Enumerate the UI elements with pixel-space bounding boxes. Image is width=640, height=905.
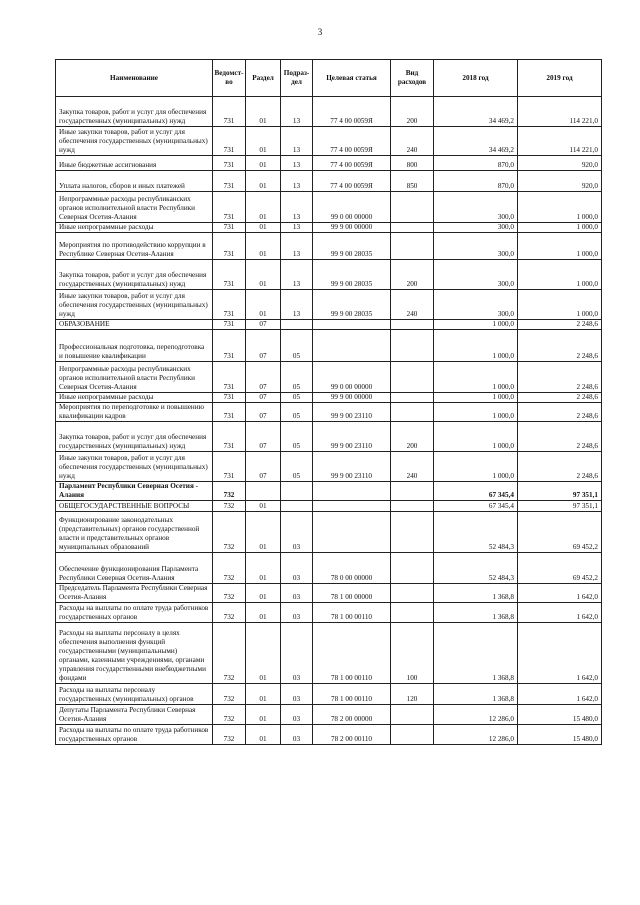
cell-target-article: 78 1 00 00110	[313, 623, 391, 684]
cell-name: Расходы на выплаты персоналу в целях обеспечения выполнения функций государственными (муниципальными) органами, казенными учреждениями, органами управления государственными внебюджетными фондами	[56, 623, 213, 684]
header-target-article: Целевая статья	[313, 60, 391, 97]
cell-vedomstvo: 731	[213, 290, 246, 320]
table-row	[56, 362, 602, 393]
header-name: Наименование	[56, 60, 213, 97]
cell-podrazdel: 03	[281, 553, 313, 584]
cell-podrazdel: 05	[281, 403, 313, 422]
cell-name: Депутаты Парламента Республики Северная Осетия-Алания	[56, 705, 213, 725]
cell-name: Мероприятия по переподготовке и повышению квалификации кадров	[56, 403, 213, 422]
cell-target-article: 99 0 00 00000	[313, 192, 391, 223]
cell-razdel: 01	[246, 223, 281, 233]
cell-vedomstvo: 731	[213, 223, 246, 233]
cell-2018: 12 286,0	[434, 705, 518, 725]
cell-razdel: 01	[246, 260, 281, 290]
cell-podrazdel	[281, 482, 313, 501]
cell-2019: 1 000,0	[518, 192, 602, 223]
cell-razdel: 07	[246, 452, 281, 482]
cell-vedomstvo: 731	[213, 97, 246, 127]
table-row	[56, 403, 602, 422]
cell-expense-type	[391, 403, 434, 422]
cell-2019: 1 642,0	[518, 584, 602, 603]
cell-expense-type	[391, 393, 434, 403]
cell-razdel: 01	[246, 553, 281, 584]
cell-vedomstvo: 731	[213, 260, 246, 290]
table-row	[56, 171, 602, 192]
cell-2019: 920,0	[518, 156, 602, 171]
cell-podrazdel: 13	[281, 171, 313, 192]
cell-2019: 920,0	[518, 171, 602, 192]
table-row	[56, 320, 602, 330]
cell-2018: 1 000,0	[434, 362, 518, 393]
cell-razdel: 01	[246, 290, 281, 320]
cell-2019: 69 452,2	[518, 512, 602, 553]
table-row	[56, 156, 602, 171]
cell-razdel: 07	[246, 403, 281, 422]
cell-razdel: 07	[246, 320, 281, 330]
cell-2019: 69 452,2	[518, 553, 602, 584]
cell-vedomstvo: 731	[213, 233, 246, 260]
cell-razdel: 01	[246, 684, 281, 705]
cell-expense-type	[391, 501, 434, 512]
cell-2019: 97 351,1	[518, 482, 602, 501]
cell-vedomstvo: 732	[213, 705, 246, 725]
cell-target-article: 77 4 00 0059Я	[313, 127, 391, 156]
cell-name: Мероприятия по противодействию коррупции в Республике Северная Осетия-Алания	[56, 233, 213, 260]
cell-razdel: 07	[246, 330, 281, 362]
table-row	[56, 584, 602, 603]
cell-2018: 67 345,4	[434, 482, 518, 501]
cell-expense-type	[391, 223, 434, 233]
cell-target-article: 78 2 00 00110	[313, 725, 391, 745]
cell-vedomstvo: 732	[213, 482, 246, 501]
cell-expense-type	[391, 705, 434, 725]
cell-target-article: 99 9 00 28035	[313, 290, 391, 320]
cell-expense-type	[391, 553, 434, 584]
cell-vedomstvo: 731	[213, 171, 246, 192]
cell-expense-type	[391, 512, 434, 553]
cell-2018: 1 000,0	[434, 320, 518, 330]
cell-name: Обеспечение функционирования Парламента Республики Северная Осетия-Алания	[56, 553, 213, 584]
cell-name: Иные непрограммные расходы	[56, 223, 213, 233]
cell-vedomstvo: 732	[213, 512, 246, 553]
cell-razdel: 01	[246, 156, 281, 171]
table-row	[56, 233, 602, 260]
cell-target-article: 99 0 00 00000	[313, 362, 391, 393]
cell-razdel: 01	[246, 127, 281, 156]
table-row	[56, 260, 602, 290]
cell-2018: 1 000,0	[434, 330, 518, 362]
cell-target-article: 77 4 00 0059Я	[313, 171, 391, 192]
cell-vedomstvo: 732	[213, 501, 246, 512]
cell-expense-type: 100	[391, 623, 434, 684]
cell-expense-type: 240	[391, 127, 434, 156]
cell-2019: 2 248,6	[518, 330, 602, 362]
cell-expense-type: 200	[391, 422, 434, 452]
cell-2018: 1 000,0	[434, 452, 518, 482]
cell-2019: 2 248,6	[518, 320, 602, 330]
cell-target-article: 99 9 00 00000	[313, 223, 391, 233]
cell-target-article: 78 2 00 00000	[313, 705, 391, 725]
table-row	[56, 553, 602, 584]
cell-target-article	[313, 330, 391, 362]
cell-expense-type: 120	[391, 684, 434, 705]
cell-razdel: 07	[246, 362, 281, 393]
cell-name: Иные закупки товаров, работ и услуг для обеспечения государственных (муниципальных) нужд	[56, 452, 213, 482]
cell-podrazdel: 03	[281, 584, 313, 603]
cell-2018: 1 000,0	[434, 403, 518, 422]
cell-2019: 2 248,6	[518, 403, 602, 422]
cell-2019: 15 480,0	[518, 725, 602, 745]
cell-2018: 300,0	[434, 192, 518, 223]
cell-2019: 1 642,0	[518, 684, 602, 705]
cell-expense-type	[391, 725, 434, 745]
cell-name: Парламент Республики Северная Осетия - Алания	[56, 482, 213, 501]
cell-vedomstvo: 731	[213, 330, 246, 362]
cell-podrazdel: 05	[281, 393, 313, 403]
cell-2018: 870,0	[434, 171, 518, 192]
cell-expense-type	[391, 584, 434, 603]
cell-target-article: 99 9 00 23110	[313, 452, 391, 482]
cell-expense-type: 800	[391, 156, 434, 171]
cell-2019: 1 000,0	[518, 233, 602, 260]
cell-2018: 52 484,3	[434, 512, 518, 553]
table-header-row	[56, 60, 602, 97]
cell-vedomstvo: 732	[213, 553, 246, 584]
cell-podrazdel: 13	[281, 192, 313, 223]
table-row	[56, 684, 602, 705]
cell-target-article: 77 4 00 0059Я	[313, 97, 391, 127]
cell-target-article: 99 9 00 23110	[313, 422, 391, 452]
header-razdel: Раздел	[246, 60, 281, 97]
cell-2018: 1 000,0	[434, 422, 518, 452]
cell-name: ОБРАЗОВАНИЕ	[56, 320, 213, 330]
cell-target-article: 78 1 00 00000	[313, 584, 391, 603]
cell-razdel: 01	[246, 623, 281, 684]
cell-expense-type	[391, 330, 434, 362]
cell-razdel: 01	[246, 171, 281, 192]
cell-2018: 12 286,0	[434, 725, 518, 745]
cell-2019: 1 000,0	[518, 260, 602, 290]
cell-target-article: 99 9 00 28035	[313, 233, 391, 260]
cell-expense-type: 850	[391, 171, 434, 192]
cell-2018: 1 000,0	[434, 393, 518, 403]
cell-razdel: 01	[246, 584, 281, 603]
cell-2018: 52 484,3	[434, 553, 518, 584]
cell-expense-type	[391, 482, 434, 501]
cell-vedomstvo: 731	[213, 452, 246, 482]
cell-name: Закупка товаров, работ и услуг для обеспечения государственных (муниципальных) нужд	[56, 422, 213, 452]
cell-razdel: 01	[246, 512, 281, 553]
cell-2019: 1 642,0	[518, 603, 602, 623]
cell-podrazdel: 13	[281, 233, 313, 260]
cell-podrazdel: 05	[281, 330, 313, 362]
table-row	[56, 452, 602, 482]
cell-name: Иные непрограммные расходы	[56, 393, 213, 403]
cell-target-article: 99 9 00 00000	[313, 393, 391, 403]
table-row	[56, 97, 602, 127]
cell-target-article: 99 9 00 28035	[313, 260, 391, 290]
table-row	[56, 290, 602, 320]
table-row	[56, 512, 602, 553]
cell-razdel: 01	[246, 705, 281, 725]
cell-name: Профессиональная подготовка, переподготовка и повышение квалификации	[56, 330, 213, 362]
cell-vedomstvo: 731	[213, 393, 246, 403]
table-row	[56, 603, 602, 623]
cell-2019: 2 248,6	[518, 452, 602, 482]
cell-expense-type	[391, 362, 434, 393]
cell-name: Функционирование законодательных (представительных) органов государственной власти и представительных органов муниципальных образований	[56, 512, 213, 553]
cell-vedomstvo: 731	[213, 192, 246, 223]
cell-podrazdel: 13	[281, 260, 313, 290]
cell-razdel: 07	[246, 393, 281, 403]
cell-name: Непрограммные расходы республиканских органов исполнительной власти Республики Северная Осетия-Алания	[56, 362, 213, 393]
header-2019: 2019 год	[518, 60, 602, 97]
cell-2019: 15 480,0	[518, 705, 602, 725]
cell-podrazdel: 05	[281, 362, 313, 393]
cell-target-article: 99 9 00 23110	[313, 403, 391, 422]
cell-podrazdel: 13	[281, 290, 313, 320]
cell-2018: 1 368,8	[434, 684, 518, 705]
cell-expense-type	[391, 233, 434, 260]
cell-vedomstvo: 731	[213, 403, 246, 422]
cell-vedomstvo: 732	[213, 623, 246, 684]
cell-podrazdel: 05	[281, 452, 313, 482]
cell-expense-type: 240	[391, 290, 434, 320]
cell-target-article	[313, 512, 391, 553]
cell-razdel: 01	[246, 725, 281, 745]
cell-podrazdel: 03	[281, 684, 313, 705]
table-row	[56, 501, 602, 512]
cell-2019: 114 221,0	[518, 127, 602, 156]
cell-razdel	[246, 482, 281, 501]
cell-name: Уплата налогов, сборов и иных платежей	[56, 171, 213, 192]
cell-podrazdel: 13	[281, 223, 313, 233]
cell-razdel: 01	[246, 603, 281, 623]
cell-2018: 300,0	[434, 223, 518, 233]
cell-razdel: 07	[246, 422, 281, 452]
cell-2019: 1 000,0	[518, 290, 602, 320]
cell-podrazdel: 03	[281, 623, 313, 684]
cell-podrazdel: 03	[281, 603, 313, 623]
cell-expense-type	[391, 603, 434, 623]
cell-expense-type: 240	[391, 452, 434, 482]
cell-2018: 1 368,8	[434, 623, 518, 684]
cell-expense-type: 200	[391, 260, 434, 290]
cell-2018: 67 345,4	[434, 501, 518, 512]
table-body	[56, 97, 602, 745]
cell-name: Закупка товаров, работ и услуг для обеспечения государственных (муниципальных) нужд	[56, 97, 213, 127]
cell-vedomstvo: 731	[213, 422, 246, 452]
cell-2018: 870,0	[434, 156, 518, 171]
cell-podrazdel: 03	[281, 512, 313, 553]
cell-name: ОБЩЕГОСУДАРСТВЕННЫЕ ВОПРОСЫ	[56, 501, 213, 512]
cell-name: Иные закупки товаров, работ и услуг для обеспечения государственных (муниципальных) нужд	[56, 127, 213, 156]
cell-vedomstvo: 732	[213, 684, 246, 705]
cell-name: Непрограммные расходы республиканских органов исполнительной власти Республики Северная Осетия-Алания	[56, 192, 213, 223]
table-row	[56, 725, 602, 745]
cell-2018: 1 368,8	[434, 584, 518, 603]
cell-target-article	[313, 501, 391, 512]
cell-podrazdel: 13	[281, 156, 313, 171]
cell-name: Иные закупки товаров, работ и услуг для обеспечения государственных (муниципальных) нужд	[56, 290, 213, 320]
cell-2019: 1 642,0	[518, 623, 602, 684]
table-row	[56, 705, 602, 725]
cell-target-article	[313, 320, 391, 330]
cell-target-article	[313, 482, 391, 501]
cell-razdel: 01	[246, 501, 281, 512]
cell-vedomstvo: 731	[213, 320, 246, 330]
cell-razdel: 01	[246, 233, 281, 260]
cell-name: Расходы на выплаты по оплате труда работников государственных органов	[56, 725, 213, 745]
cell-expense-type: 200	[391, 97, 434, 127]
cell-podrazdel: 05	[281, 422, 313, 452]
table-row	[56, 393, 602, 403]
cell-razdel: 01	[246, 97, 281, 127]
cell-2018: 300,0	[434, 260, 518, 290]
cell-target-article: 78 0 00 00000	[313, 553, 391, 584]
budget-table	[55, 59, 602, 745]
page-number: 3	[317, 27, 323, 37]
table-row	[56, 127, 602, 156]
cell-vedomstvo: 731	[213, 362, 246, 393]
cell-2018: 34 469,2	[434, 127, 518, 156]
cell-podrazdel: 13	[281, 97, 313, 127]
cell-target-article: 77 4 00 0059Я	[313, 156, 391, 171]
cell-podrazdel	[281, 320, 313, 330]
cell-name: Закупка товаров, работ и услуг для обеспечения государственных (муниципальных) нужд	[56, 260, 213, 290]
cell-2018: 1 368,8	[434, 603, 518, 623]
table-row	[56, 192, 602, 223]
cell-2019: 114 221,0	[518, 97, 602, 127]
cell-2018: 300,0	[434, 290, 518, 320]
header-expense-type: Вид расходов	[391, 60, 434, 97]
cell-2019: 2 248,6	[518, 393, 602, 403]
cell-target-article: 78 1 00 00110	[313, 684, 391, 705]
cell-podrazdel: 03	[281, 705, 313, 725]
table-row	[56, 330, 602, 362]
cell-name: Расходы на выплаты персоналу государственных (муниципальных) органов	[56, 684, 213, 705]
cell-razdel: 01	[246, 192, 281, 223]
cell-2018: 34 469,2	[434, 97, 518, 127]
cell-vedomstvo: 731	[213, 127, 246, 156]
cell-name: Председатель Парламента Республики Северная Осетия-Алания	[56, 584, 213, 603]
cell-name: Расходы на выплаты по оплате труда работников государственных органов	[56, 603, 213, 623]
header-podrazdel: Подраз-дел	[281, 60, 313, 97]
header-vedomstvo: Ведомст-во	[213, 60, 246, 97]
cell-vedomstvo: 732	[213, 725, 246, 745]
cell-target-article: 78 1 00 00110	[313, 603, 391, 623]
cell-2019: 97 351,1	[518, 501, 602, 512]
cell-2018: 300,0	[434, 233, 518, 260]
cell-vedomstvo: 732	[213, 603, 246, 623]
header-2018: 2018 год	[434, 60, 518, 97]
cell-podrazdel: 03	[281, 725, 313, 745]
cell-2019: 2 248,6	[518, 422, 602, 452]
table-row	[56, 223, 602, 233]
table-row	[56, 482, 602, 501]
cell-podrazdel: 13	[281, 127, 313, 156]
cell-name: Иные бюджетные ассигнования	[56, 156, 213, 171]
cell-expense-type	[391, 320, 434, 330]
cell-vedomstvo: 731	[213, 156, 246, 171]
cell-expense-type	[391, 192, 434, 223]
cell-podrazdel	[281, 501, 313, 512]
table-row	[56, 422, 602, 452]
cell-vedomstvo: 732	[213, 584, 246, 603]
cell-2019: 1 000,0	[518, 223, 602, 233]
cell-2019: 2 248,6	[518, 362, 602, 393]
table-row	[56, 623, 602, 684]
